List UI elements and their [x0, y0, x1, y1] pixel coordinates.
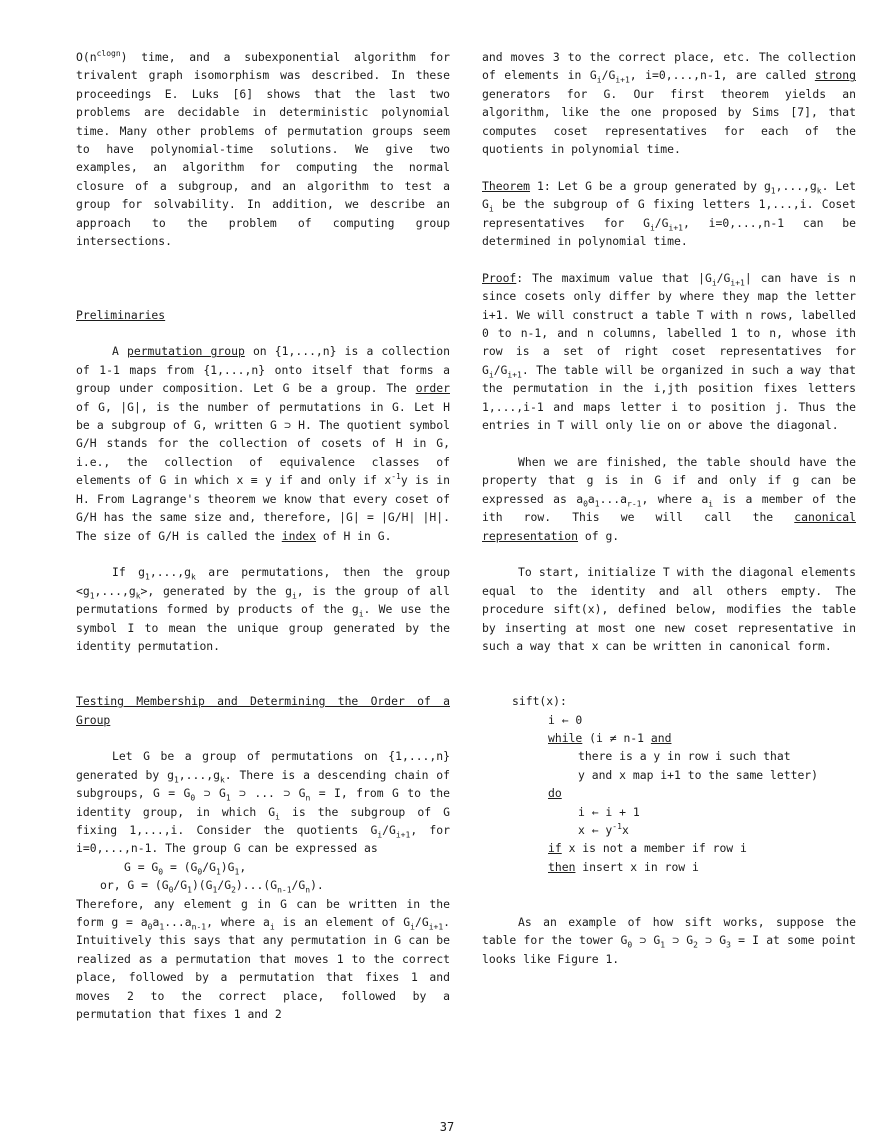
code-line-4: there is a y in row i such that — [578, 749, 791, 764]
code-line-3: while (i ≠ n-1 and — [548, 730, 672, 745]
code-line-1: sift(x): — [512, 694, 567, 709]
sift-procedure — [482, 692, 856, 876]
continuation-paragraph: and moves 3 to the correct place, etc. The collection of elements in $G_i/G_{i+1}$, i=0,...,n-1, are called strong generators for G. Our first theorem yields an algorithm, like the one proposed by Sims [7], that computes coset representatives for each of the quotients in polynomial time. — [482, 50, 856, 157]
finished-paragraph: When we are finished, the table should have the property that g is in G if and only if g can be expressed as $a_0a_1...a_{r-1}$, where $a_i$ is a member of the ith row. This we will call the canonical representation of g. — [482, 454, 856, 543]
intro-paragraph: $O(n^{clogn})$ time, and a subexponential algorithm for trivalent graph isomorphism was described. In these proceedings E. Luks [6] shows that the last two problems are decidable in deterministic polynomial time. Many other problems of permutation groups seem to have polynomial-time solutions. We give two examples, an algorithm for computing the normal closure of a subgroup, and an algorithm to test a group for solvability. In addition, we describe an approach to the problem of computing group intersections. — [76, 49, 450, 249]
right-column — [482, 48, 856, 968]
heading-preliminaries: Preliminaries — [76, 307, 166, 322]
proof-paragraph: Proof: The maximum value that $|G_i/G_{i+1}|$ can have is n since cosets only differ by where they map the letter i+1. We will construct a table T with n rows, labelled 0 to n-1, and n columns, labelled 1 to n, whose ith row is a set of right coset representatives for $G_i/G_{i+1}$. The table will be organized in such a way that the permutation in the i,jth position fixes letters 1,...,i-1 and maps letter i to position j. Thus the entries in T will only lie on or above the diagonal. — [482, 270, 856, 433]
start-paragraph: To start, initialize T with the diagonal elements equal to the identity and all others empty. The procedure sift(x), defined below, modifies the table by inserting at most one new coset representative in such a way that x can be written in canonical form. — [482, 565, 856, 653]
prelim-paragraph-1: A permutation group on {1,...,n} is a collection of 1-1 maps from {1,...,n} onto itself that forms a group under composition. Let G be a group. The order of G, |G|, is the number of permutations in G. Let H be a subgroup of G, written G ⊃ H. The quotient symbol G/H stands for the collection of cosets of H in G, i.e., the collection of equivalence classes of elements of G in which x ≡ y if and only if $x^{-1}y$ is in H. From Lagrange's theorem we know that every coset of G/H has the same size and, therefore, |G| = |G/H| |H|. The size of G/H is called the index of H in G. — [76, 344, 450, 543]
example-paragraph: As an example of how sift works, suppose the table for the tower $G_0$ ⊃ $G_1$ ⊃ $G_2$ ⊃ $G_3 = I$ at some point looks like Figure 1. — [482, 915, 856, 966]
code-line-7: i ← i + 1 — [578, 804, 640, 819]
code-line-8: x ← $y^{-1}x$ — [578, 822, 629, 837]
left-column — [76, 48, 450, 1023]
equation-1: $G = G_0 = (G_0/G_1)G_1$, — [124, 859, 247, 877]
code-line-2: i ← 0 — [548, 712, 583, 727]
code-line-10: then insert x in row i — [548, 859, 699, 874]
code-line-9: if x is not a member if row i — [548, 841, 747, 856]
prelim-paragraph-2: If $g_1,...,g_k$ are permutations, then the group $<g_1,...,g_k>$, generated by the $g_i$, is the group of all permutations formed by products of the $g_i$. We use the symbol I to mean the unique group generated by the identity permutation. — [76, 565, 451, 653]
theorem-1: Theorem 1: Let G be a group generated by $g_1,...,g_k$. Let $G_i$ be the subgroup of G fixing letters 1,...,i. Coset representatives for $G_i/G_{i+1}$, i=0,...,n-1 can be determined in polynomial time. — [482, 178, 857, 249]
code-line-6: do — [548, 786, 562, 801]
testing-paragraph-1: Let G be a group of permutations on {1,...,n} generated by $g_1,...,g_k$. There is a descending chain of subgroups, $G = G_0$ ⊃ $G_1$ ⊃ ... ⊃ $G_n = I$, from G to the identity group, in which $G_i$ is the subgroup of G fixing 1,...,i. Consider the quotients $G_i/G_{i+1}$, for i=0,...,n-1. The group G can be expressed as — [76, 749, 451, 856]
heading-testing-membership: Testing Membership and Determining the Order of a Group — [76, 694, 450, 727]
equation-2: or, $G = (G_0/G_1)(G_1/G_2)...(G_{n-1}/G_n)$. — [100, 878, 324, 895]
page-number: 37 — [439, 1120, 455, 1134]
testing-paragraph-2: Therefore, any element g in G can be written in the form $g = a_0a_1...a_{n-1}$, where $a_i$ is an element of $G_i/G_{i+1}$. Intuitively this says that any permutation in G can be realized as a permutation that moves 1 to the correct place, followed by a permutation that fixes 1 and moves 2 to the correct place, followed by a permutation that fixes 1 and 2 — [76, 896, 450, 1022]
code-line-5: y and x map i+1 to the same letter) — [578, 767, 819, 782]
